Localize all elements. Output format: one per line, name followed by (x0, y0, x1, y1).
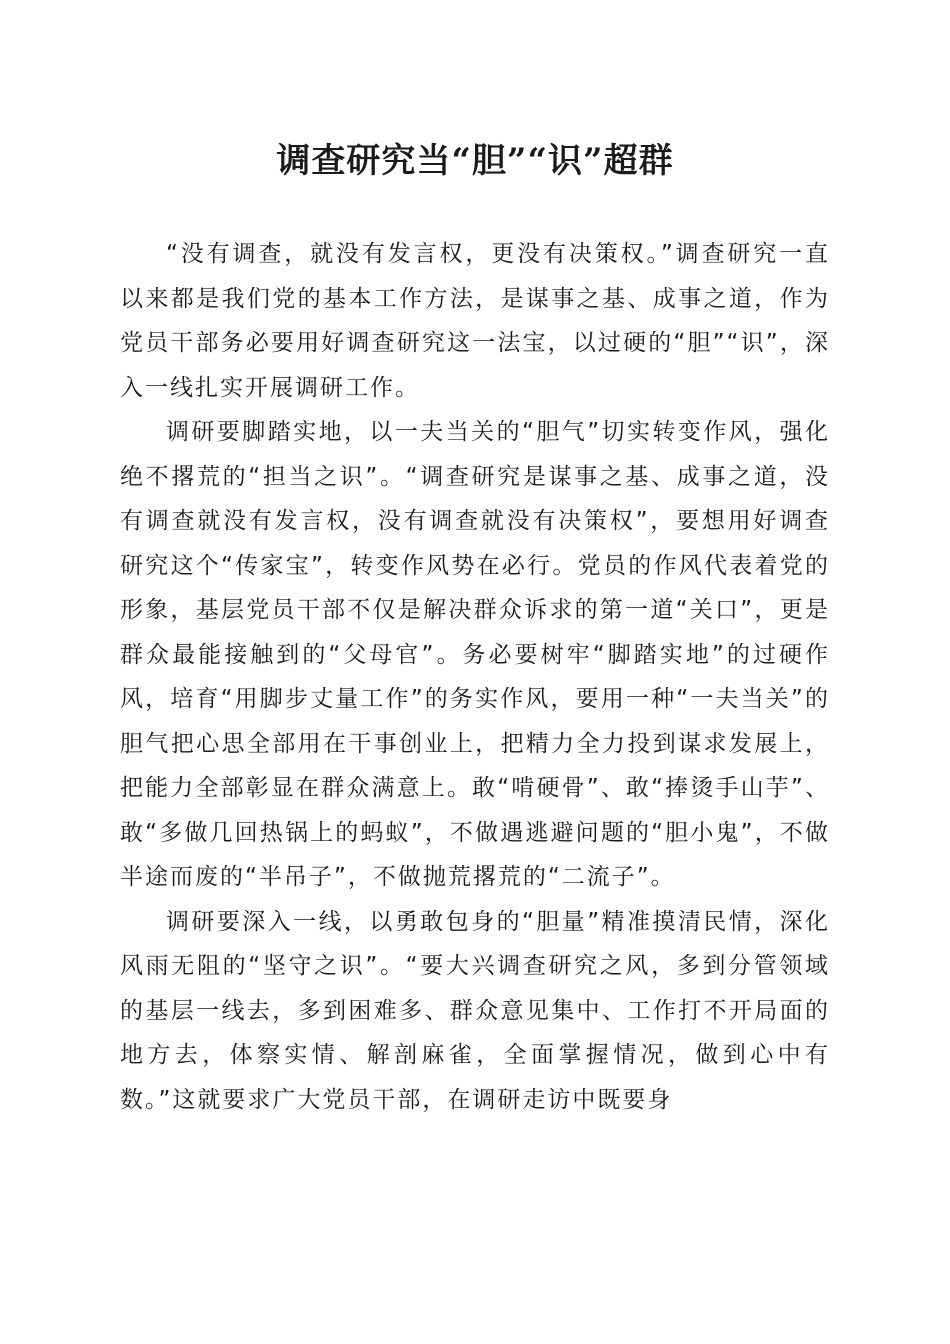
document-body (120, 232, 830, 1122)
document-title: 调查研究当“胆”“识”超群 (276, 141, 674, 181)
document-page (120, 0, 830, 1344)
paragraph-down-to-earth: 调研要脚踏实地，以一夫当关的“胆气”切实转变作风，强化绝不撂荒的“担当之识”。“调查研究是谋事之基、成事之道，没有调查就没有发言权，没有调查就没有决策权”，要想用好调查研究这个“传家宝”，转变作风势在必行。党员的作风代表着党的形象，基层党员干部不仅是解决群众诉求的第一道“关口”，更是群众最能接触到的“父母官”。务必要树牢“脚踏实地”的过硬作风，培育“用脚步丈量工作”的务实作风，要用一种“一夫当关”的胆气把心思全部用在干事创业上，把精力全力投到谋求发展上，把能力全部彰显在群众满意上。敢“啃硬骨”、敢“捧烫手山芋”、敢“多做几回热锅上的蚂蚁”，不做遇逃避问题的“胆小鬼”，不做半途而废的“半吊子”，不做抛荒撂荒的“二流子”。 (120, 419, 830, 890)
paragraph-frontline: 调研要深入一线，以勇敢包身的“胆量”精准摸清民情，深化风雨无阻的“坚守之识”。“要大兴调查研究之风，多到分管领域的基层一线去，多到困难多、群众意见集中、工作打不开局面的地方去，体察实情、解剖麻雀，全面掌握情况，做到心中有数。”这就要求广大党员干部，在调研走访中既要身 (120, 908, 830, 1113)
paragraph-intro: “没有调查，就没有发言权，更没有决策权。”调查研究一直以来都是我们党的基本工作方法，是谋事之基、成事之道，作为党员干部务必要用好调查研究这一法宝，以过硬的“胆”“识”，深入一线扎实开展调研工作。 (120, 241, 830, 401)
